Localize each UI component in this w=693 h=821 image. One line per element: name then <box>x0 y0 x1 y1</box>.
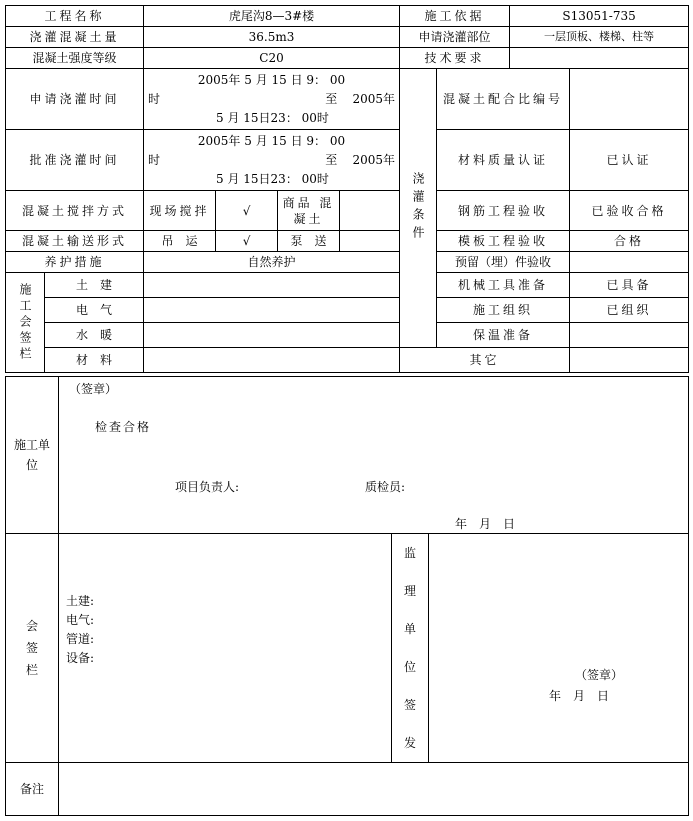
remarks-label: 备注 <box>6 763 59 816</box>
condition-label-other: 其它 <box>400 348 570 373</box>
construction-date: 年 月 日 <box>455 517 516 531</box>
construction-unit-label: 施工单位 <box>6 377 59 534</box>
mix-method-label: 混凝土搅拌方式 <box>6 191 144 231</box>
form-lower-table <box>5 376 689 816</box>
form-upper-table <box>5 5 689 373</box>
condition-label-formwork: 模板工程验收 <box>437 231 570 252</box>
signoff-item-plumbing: 水 暖 <box>45 323 144 348</box>
signoff-item-civil: 土 建 <box>45 273 144 298</box>
apply-time-line3: 5 月 15日23： 00时 <box>216 110 329 125</box>
condition-value-material-cert: 已认证 <box>570 130 689 191</box>
basis-value: S13051-735 <box>510 6 689 27</box>
countersign-label: 会签栏 <box>6 534 59 763</box>
mix-check-commercial <box>340 191 400 231</box>
mix-check-site: √ <box>216 191 278 231</box>
construction-unit-cell <box>59 377 689 534</box>
tech-req-label: 技术要求 <box>400 48 510 69</box>
strength-grade-label: 混凝土强度等级 <box>6 48 144 69</box>
condition-value-machinery: 已具备 <box>570 273 689 298</box>
transport-label: 混凝土输送形式 <box>6 231 144 252</box>
approve-time-value <box>144 130 400 191</box>
approve-time-hour: 时 <box>148 152 161 167</box>
project-manager-label: 项目负责人: <box>175 480 240 494</box>
signoff-value-plumbing <box>144 323 400 348</box>
condition-label-insulation: 保温准备 <box>437 323 570 348</box>
pour-location-label: 申请浇灌部位 <box>400 27 510 48</box>
condition-value-rebar: 已验收合格 <box>570 191 689 231</box>
countersign-civil: 土建: <box>66 594 95 608</box>
signoff-value-electrical <box>144 298 400 323</box>
curing-value: 自然养护 <box>144 252 400 273</box>
transport-option-crane: 吊 运 <box>144 231 216 252</box>
countersign-electrical: 电气: <box>66 613 95 627</box>
supervision-seal: （签章） <box>575 668 624 682</box>
condition-value-other <box>570 348 689 373</box>
apply-time-to: 至 <box>325 91 338 106</box>
apply-time-line1: 2005年 5 月 15 日 9： 00 <box>197 72 346 87</box>
curing-label: 养护措施 <box>6 252 144 273</box>
pour-volume-label: 浇灌混凝土量 <box>6 27 144 48</box>
countersign-pipe: 管道: <box>66 632 95 646</box>
signoff-item-electrical: 电 气 <box>45 298 144 323</box>
inspection-result: 检查合格 <box>95 420 152 434</box>
project-name-value: 虎尾沟8—3#楼 <box>144 6 400 27</box>
approve-time-to: 至 <box>325 152 338 167</box>
strength-grade-value: C20 <box>144 48 400 69</box>
transport-check-pump <box>340 231 400 252</box>
signoff-value-material <box>144 348 400 373</box>
approve-time-year: 2005年 <box>352 152 396 167</box>
signoff-item-material: 材 料 <box>45 348 144 373</box>
mix-option-site: 现场搅拌 <box>144 191 216 231</box>
approve-time-line3: 5 月 15日23： 00时 <box>216 171 329 186</box>
condition-value-mix-ratio <box>570 69 689 130</box>
supervision-label: 监理单位签发 <box>392 534 429 763</box>
condition-value-insulation <box>570 323 689 348</box>
pour-volume-value: 36.5m3 <box>144 27 400 48</box>
transport-check-crane: √ <box>216 231 278 252</box>
supervision-date: 年 月 日 <box>549 689 610 703</box>
condition-value-embedded <box>570 252 689 273</box>
condition-label-rebar: 钢筋工程验收 <box>437 191 570 231</box>
supervision-cell <box>429 534 689 763</box>
signoff-value-civil <box>144 273 400 298</box>
approve-time-line1: 2005年 5 月 15 日 9： 00 <box>197 133 346 148</box>
basis-label: 施工依据 <box>400 6 510 27</box>
apply-time-hour: 时 <box>148 91 161 106</box>
apply-time-label: 申请浇灌时间 <box>6 69 144 130</box>
approve-time-label: 批准浇灌时间 <box>6 130 144 191</box>
construction-seal: （签章） <box>69 382 118 396</box>
quality-inspector-label: 质检员: <box>365 480 406 494</box>
condition-label-material-cert: 材料质量认证 <box>437 130 570 191</box>
condition-label-embedded: 预留（埋）件验收 <box>437 252 570 273</box>
signoff-label: 施工会签栏 <box>6 273 45 373</box>
project-name-label: 工程名称 <box>6 6 144 27</box>
pour-location-value: 一层顶板、楼梯、柱等 <box>510 27 689 48</box>
condition-label-machinery: 机械工具准备 <box>437 273 570 298</box>
apply-time-value <box>144 69 400 130</box>
tech-req-value <box>510 48 689 69</box>
remarks-value <box>59 763 689 816</box>
apply-time-year: 2005年 <box>352 91 396 106</box>
condition-value-organization: 已组织 <box>570 298 689 323</box>
countersign-cell <box>59 534 392 763</box>
pour-conditions-label: 浇灌条件 <box>400 69 437 348</box>
transport-option-pump: 泵 送 <box>278 231 340 252</box>
countersign-equipment: 设备: <box>66 651 95 665</box>
mix-option-commercial: 商品 混凝土 <box>278 191 340 231</box>
condition-label-organization: 施工组织 <box>437 298 570 323</box>
condition-value-formwork: 合格 <box>570 231 689 252</box>
condition-label-mix-ratio: 混凝土配合比编号 <box>437 69 570 130</box>
